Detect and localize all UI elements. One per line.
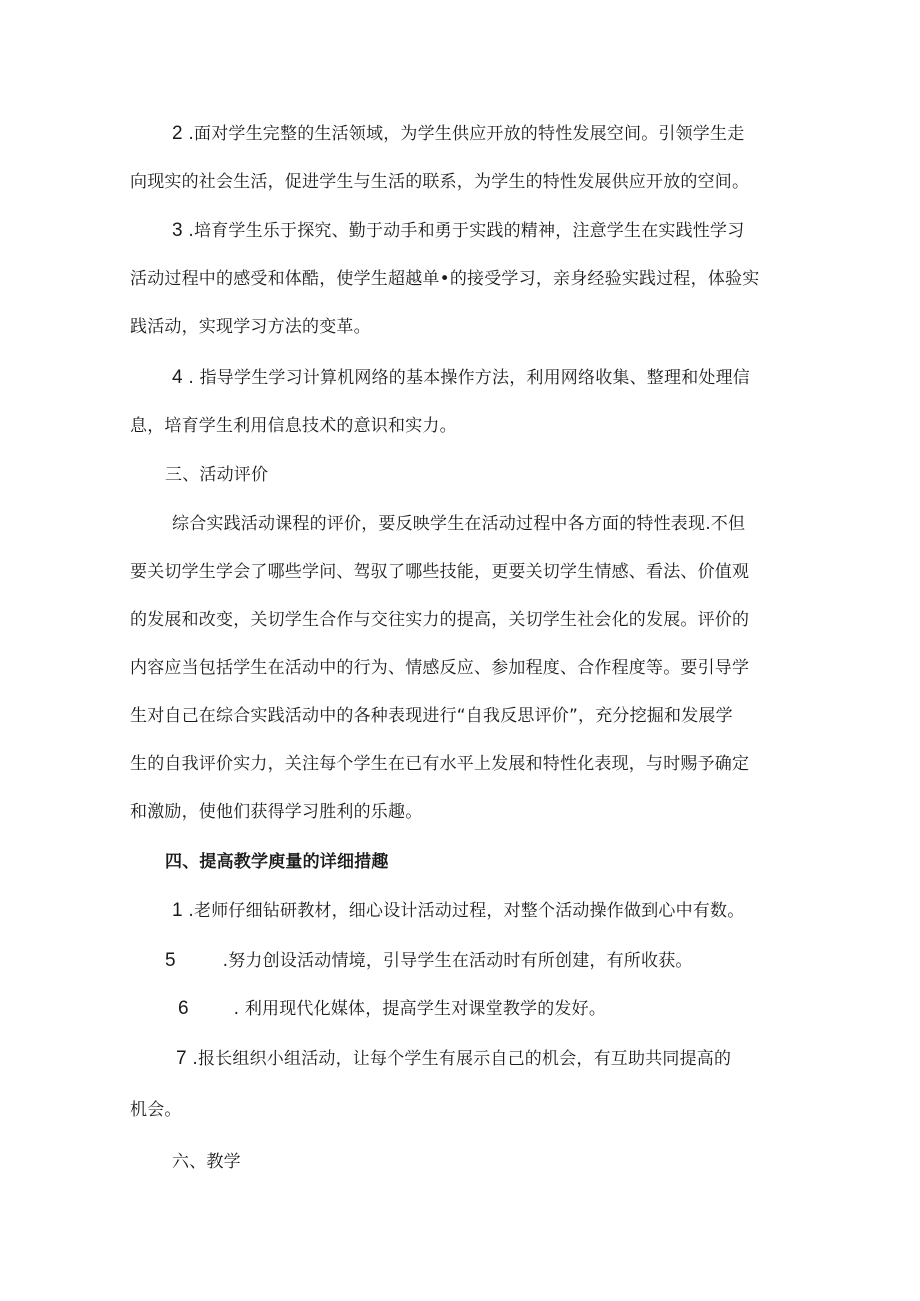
item-4-line-1 bbox=[172, 354, 750, 402]
item-2-line-2: 向现实的社会生活，促进学生与生活的联系，为学生的特性发展供应开放的空间。 bbox=[130, 172, 750, 192]
measure-6 bbox=[178, 985, 606, 1033]
measure-6-number: 6 bbox=[178, 998, 189, 1019]
section-3-line-6: 生的自我评价实力，关注每个学生在已有水平上发展和特性化表现，与时赐予确定 bbox=[130, 754, 750, 774]
measure-5-number: 5 bbox=[165, 950, 176, 971]
measure-1 bbox=[172, 887, 744, 935]
section-6-heading: 六、教学 bbox=[172, 1152, 241, 1172]
measure-7-text: .报长组织小组活动，让每个学生有展示自己的机会，有互助共同提高的 bbox=[192, 1049, 732, 1069]
section-3-line-1: 综合实践活动课程的评价，要反映学生在活动过程中各方面的特性表现.不但 bbox=[172, 514, 746, 534]
item-3-line-2: 活动过程中的感受和体酷，使学生超越单•的接受学习，亲身经验实践过程，体验实 bbox=[130, 269, 760, 289]
section-4-heading: 四、提高教学庾量的详细措趣 bbox=[165, 852, 389, 872]
section-3-line-4: 内容应当包括学生在活动中的行为、情感反应、参加程度、合作程度等。要引导学 bbox=[130, 658, 750, 678]
measure-5-text: .努力创设活动情境，引导学生在活动时有所创建，有所收获。 bbox=[222, 951, 693, 971]
section-3-line-3: 的发展和改变，关切学生合作与交往实力的提高，关切学生社会化的发展。评价的 bbox=[130, 610, 750, 630]
item-3-line-1 bbox=[172, 207, 744, 255]
item-4-text: . 指导学生学习计算机网络的基本操作方法，利用网络收集、整理和处理信 bbox=[188, 368, 750, 388]
item-2-number: 2 bbox=[172, 123, 183, 144]
measure-5 bbox=[165, 937, 693, 985]
section-3-heading: 三、活动评价 bbox=[165, 465, 269, 485]
section-3-line-5: 生对自己在综合实践活动中的各种表现进行“自我反思评价”，充分挖掘和发展学 bbox=[130, 706, 733, 726]
item-2-text: .面对学生完整的生活领域，为学生供应开放的特性发展空间。引领学生走 bbox=[188, 124, 745, 144]
section-3-line-2: 要关切学生学会了哪些学问、驾驭了哪些技能，更要关切学生情感、看法、价值观 bbox=[130, 562, 750, 582]
item-3-line-3: 践活动，实现学习方法的变革。 bbox=[130, 317, 371, 337]
measure-1-number: 1 bbox=[172, 900, 183, 921]
item-3-text: .培育学生乐于探究、勤于动手和勇于实践的精神，注意学生在实践性学习 bbox=[188, 221, 745, 241]
item-4-number: 4 bbox=[172, 367, 183, 388]
measure-1-text: .老师仔细钻研教材，细心设计活动过程，对整个活动操作做到心中有数。 bbox=[188, 901, 745, 921]
item-2-line-1 bbox=[172, 110, 744, 158]
measure-6-text: . 利用现代化媒体，提高学生对课堂教学的发好。 bbox=[233, 999, 607, 1019]
item-3-number: 3 bbox=[172, 220, 183, 241]
measure-7-line-1 bbox=[176, 1035, 731, 1083]
item-4-line-2: 息，培育学生利用信息技术的意识和实力。 bbox=[130, 416, 457, 436]
measure-7-number: 7 bbox=[176, 1048, 187, 1069]
section-3-line-7: 和激励，使他们获得学习胜利的乐趣。 bbox=[130, 802, 423, 822]
measure-7-line-2: 机会。 bbox=[130, 1100, 182, 1120]
